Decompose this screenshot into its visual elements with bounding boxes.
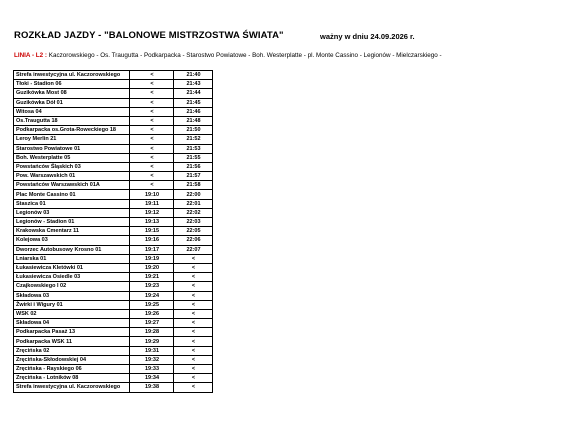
departure-time-1-cell: 19:25 [130, 300, 174, 309]
timetable [13, 70, 213, 393]
departure-time-2-cell: 22:06 [174, 236, 213, 245]
departure-time-2-cell: 22:05 [174, 227, 213, 236]
stop-name-cell: Składowa 03 [14, 291, 130, 300]
route-stops: Kaczorowskiego - Os. Traugutta - Podkarpacka - Starostwo Powiatowe - Boh. Westerplatte - pl. Monte Cassino - Legionów - Mielczarskiego - [47, 52, 442, 59]
stop-name-cell: Żwirki i Wigury 01 [14, 300, 130, 309]
table-row [14, 328, 213, 337]
departure-time-2-cell: 21:45 [174, 98, 213, 107]
departure-time-2-cell: < [174, 291, 213, 300]
departure-time-2-cell: 21:50 [174, 126, 213, 135]
departure-time-2-cell: 22:02 [174, 208, 213, 217]
stop-name-cell: Staszica 01 [14, 199, 130, 208]
table-row [14, 89, 213, 98]
stop-name-cell: Witosa 04 [14, 107, 130, 116]
departure-time-1-cell: 19:32 [130, 355, 174, 364]
table-row [14, 71, 213, 80]
timetable-body [14, 71, 213, 393]
departure-time-2-cell: < [174, 346, 213, 355]
departure-time-2-cell: 22:07 [174, 245, 213, 254]
departure-time-1-cell: 19:29 [130, 337, 174, 346]
stop-name-cell: Strefa inwestycyjna ul. Kaczorowskiego [14, 383, 130, 392]
departure-time-1-cell: < [130, 71, 174, 80]
departure-time-1-cell: < [130, 89, 174, 98]
departure-time-1-cell: 19:11 [130, 199, 174, 208]
departure-time-1-cell: 19:20 [130, 263, 174, 272]
table-row [14, 282, 213, 291]
stop-name-cell: Dworzec Autobusowy Krosno 01 [14, 245, 130, 254]
departure-time-1-cell: 19:10 [130, 190, 174, 199]
stop-name-cell: Powstańców Śląskich 03 [14, 162, 130, 171]
departure-time-2-cell: 21:53 [174, 144, 213, 153]
table-row [14, 236, 213, 245]
table-row [14, 227, 213, 236]
stop-name-cell: Starostwo Powiatowe 01 [14, 144, 130, 153]
departure-time-2-cell: 21:58 [174, 181, 213, 190]
departure-time-1-cell: 19:12 [130, 208, 174, 217]
table-row [14, 309, 213, 318]
departure-time-1-cell: 19:34 [130, 374, 174, 383]
departure-time-1-cell: 19:27 [130, 319, 174, 328]
table-row [14, 80, 213, 89]
stop-name-cell: Zręcińska 02 [14, 346, 130, 355]
table-row [14, 126, 213, 135]
stop-name-cell: Lniarska 01 [14, 254, 130, 263]
document-title: ROZKŁAD JAZDY - "BALONOWE MISTRZOSTWA ŚWIATA" [14, 30, 284, 41]
table-row [14, 162, 213, 171]
departure-time-2-cell: < [174, 355, 213, 364]
stop-name-cell: Zręcińska-Skłodowskiej 04 [14, 355, 130, 364]
departure-time-2-cell: < [174, 328, 213, 337]
departure-time-2-cell: 21:57 [174, 172, 213, 181]
stop-name-cell: Guzikówka Dół 01 [14, 98, 130, 107]
stop-name-cell: Legionów - Stadion 01 [14, 218, 130, 227]
table-row [14, 319, 213, 328]
table-row [14, 107, 213, 116]
table-row [14, 98, 213, 107]
departure-time-2-cell: < [174, 337, 213, 346]
departure-time-1-cell: 19:33 [130, 365, 174, 374]
table-row [14, 245, 213, 254]
departure-time-1-cell: < [130, 80, 174, 89]
departure-time-2-cell: < [174, 383, 213, 392]
table-row [14, 337, 213, 346]
departure-time-1-cell: < [130, 107, 174, 116]
stop-name-cell: Zręcińska - Lotników 08 [14, 374, 130, 383]
table-row [14, 374, 213, 383]
validity-date: ważny w dniu 24.09.2026 r. [320, 32, 415, 41]
departure-time-1-cell: 19:21 [130, 273, 174, 282]
departure-time-2-cell: 21:48 [174, 116, 213, 125]
departure-time-2-cell: < [174, 319, 213, 328]
table-row [14, 355, 213, 364]
table-row [14, 153, 213, 162]
table-row [14, 208, 213, 217]
departure-time-2-cell: < [174, 309, 213, 318]
stop-name-cell: Podkarpacka os.Grota-Roweckiego 18 [14, 126, 130, 135]
stop-name-cell: Podkarpacka WSK 11 [14, 337, 130, 346]
departure-time-2-cell: 21:43 [174, 80, 213, 89]
departure-time-1-cell: 19:28 [130, 328, 174, 337]
stop-name-cell: Guzikówka Most 08 [14, 89, 130, 98]
departure-time-1-cell: 19:16 [130, 236, 174, 245]
departure-time-2-cell: 22:00 [174, 190, 213, 199]
table-row [14, 199, 213, 208]
stop-name-cell: Legionów 03 [14, 208, 130, 217]
stop-name-cell: Składowa 04 [14, 319, 130, 328]
departure-time-2-cell: 21:52 [174, 135, 213, 144]
departure-time-1-cell: < [130, 162, 174, 171]
table-row [14, 144, 213, 153]
table-row [14, 190, 213, 199]
departure-time-2-cell: 22:01 [174, 199, 213, 208]
table-row [14, 383, 213, 392]
departure-time-1-cell: < [130, 126, 174, 135]
stop-name-cell: Podkarpacka Pasaż 13 [14, 328, 130, 337]
departure-time-2-cell: 21:46 [174, 107, 213, 116]
departure-time-1-cell: < [130, 98, 174, 107]
table-row [14, 218, 213, 227]
stop-name-cell: Pow. Warszawskich 01 [14, 172, 130, 181]
table-row [14, 135, 213, 144]
departure-time-2-cell: < [174, 282, 213, 291]
stop-name-cell: Kolejowa 03 [14, 236, 130, 245]
stop-name-cell: Strefa inwestycyjna ul. Kaczorowskiego [14, 71, 130, 80]
stop-name-cell: Łukasiewicza Kletówki 01 [14, 263, 130, 272]
departure-time-1-cell: < [130, 172, 174, 181]
departure-time-2-cell: 21:44 [174, 89, 213, 98]
departure-time-1-cell: 19:19 [130, 254, 174, 263]
departure-time-2-cell: 21:55 [174, 153, 213, 162]
departure-time-1-cell: < [130, 181, 174, 190]
departure-time-2-cell: < [174, 300, 213, 309]
stop-name-cell: Czajkowskiego I 02 [14, 282, 130, 291]
departure-time-1-cell: < [130, 153, 174, 162]
departure-time-1-cell: 19:15 [130, 227, 174, 236]
table-row [14, 254, 213, 263]
table-row [14, 300, 213, 309]
departure-time-1-cell: < [130, 135, 174, 144]
stop-name-cell: Boh. Westerplatte 05 [14, 153, 130, 162]
departure-time-2-cell: < [174, 254, 213, 263]
departure-time-2-cell: 22:03 [174, 218, 213, 227]
stop-name-cell: Zręcińska - Rayskiego 06 [14, 365, 130, 374]
departure-time-1-cell: 19:13 [130, 218, 174, 227]
departure-time-2-cell: < [174, 365, 213, 374]
stop-name-cell: Os.Traugutta 18 [14, 116, 130, 125]
departure-time-1-cell: 19:38 [130, 383, 174, 392]
table-row [14, 181, 213, 190]
departure-time-2-cell: 21:40 [174, 71, 213, 80]
stop-name-cell: WSK 02 [14, 309, 130, 318]
table-row [14, 172, 213, 181]
route-label: LINIA - L2 : [14, 52, 47, 59]
departure-time-2-cell: 21:56 [174, 162, 213, 171]
departure-time-1-cell: 19:31 [130, 346, 174, 355]
table-row [14, 263, 213, 272]
table-row [14, 116, 213, 125]
departure-time-2-cell: < [174, 273, 213, 282]
table-row [14, 346, 213, 355]
departure-time-1-cell: < [130, 116, 174, 125]
route-line [14, 52, 442, 59]
stop-name-cell: Plac Monte Cassino 01 [14, 190, 130, 199]
departure-time-1-cell: 19:24 [130, 291, 174, 300]
departure-time-1-cell: 19:26 [130, 309, 174, 318]
stop-name-cell: Powstańców Warszawskich 01A [14, 181, 130, 190]
stop-name-cell: Krakowska Cmentarz 11 [14, 227, 130, 236]
departure-time-2-cell: < [174, 263, 213, 272]
table-row [14, 365, 213, 374]
stop-name-cell: Leroy Merlin 21 [14, 135, 130, 144]
departure-time-2-cell: < [174, 374, 213, 383]
departure-time-1-cell: 19:17 [130, 245, 174, 254]
departure-time-1-cell: < [130, 144, 174, 153]
stop-name-cell: Tłoki - Stadion 06 [14, 80, 130, 89]
departure-time-1-cell: 19:23 [130, 282, 174, 291]
table-row [14, 291, 213, 300]
stop-name-cell: Łukasiewicza Osiedle 03 [14, 273, 130, 282]
table-row [14, 273, 213, 282]
